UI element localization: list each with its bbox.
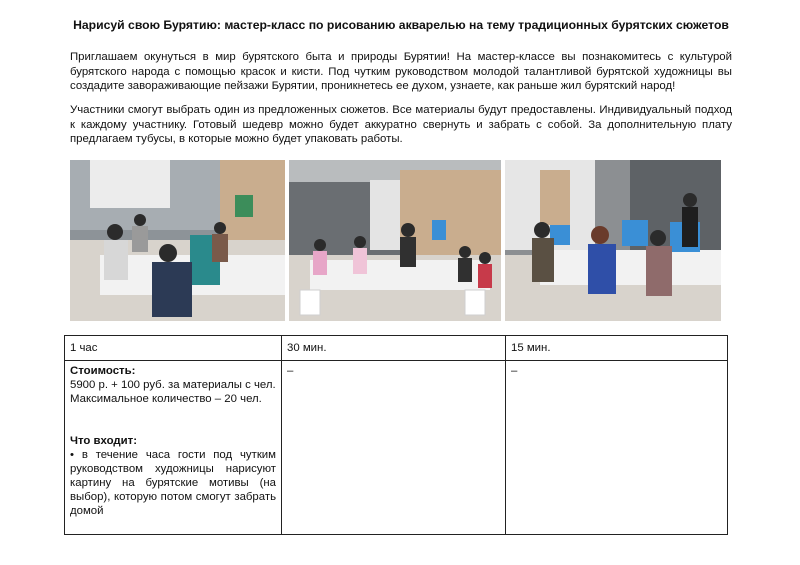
table-content-row [65,361,728,535]
cost-label: Стоимость: [70,365,136,377]
header-30-min: 30 мин. [282,336,506,361]
cell-30-min-value: – [282,361,506,535]
includes-item-text: в течение часа гости под чутким руководством художницы нарисуют картину на бурятские мотивы (на выбор), которую потом смогут забрать домой [70,449,276,517]
cell-15-min-value: – [506,361,728,535]
table-header-row [65,336,728,361]
includes-list-item [70,448,276,518]
cost-text: 5900 р. + 100 руб. за материалы с чел. [70,379,276,391]
cell-1-hour-details [65,361,282,535]
photo-strip [70,160,721,321]
photo-2 [289,160,501,321]
header-1-hour: 1 час [65,336,282,361]
intro-paragraph: Приглашаем окунуться в мир бурятского быта и природы Бурятии! На мастер-классе вы познакомитесь с культурой бурятского народа с помощью красок и кисти. Под чутким руководством молодой талантливой бурятской художницы вы создадите завораживающие пейзажи Бурятии, проникнетесь ее духом, узнаете, как раньше жил бурятский народ! [70,51,732,92]
info-table [64,335,728,535]
details-paragraph: Участники смогут выбрать один из предложенных сюжетов. Все материалы будут предоставлены. Индивидуальный подход к каждому участнику. Готовый шедевр можно будет аккуратно свернуть и забрать с собой. За дополнительную плату предлагаем тубусы, в которые можно будет упаковать работы. [70,104,732,145]
includes-label: Что входит: [70,435,138,447]
bullet-icon: • [70,449,74,461]
max-participants-text: Максимальное количество – 20 чел. [70,393,262,405]
page-title: Нарисуй свою Бурятию: мастер-класс по рисованию акварелью на тему традиционных бурятских сюжетов [73,18,729,32]
photo-1 [70,160,285,321]
header-15-min: 15 мин. [506,336,728,361]
photo-3 [505,160,721,321]
